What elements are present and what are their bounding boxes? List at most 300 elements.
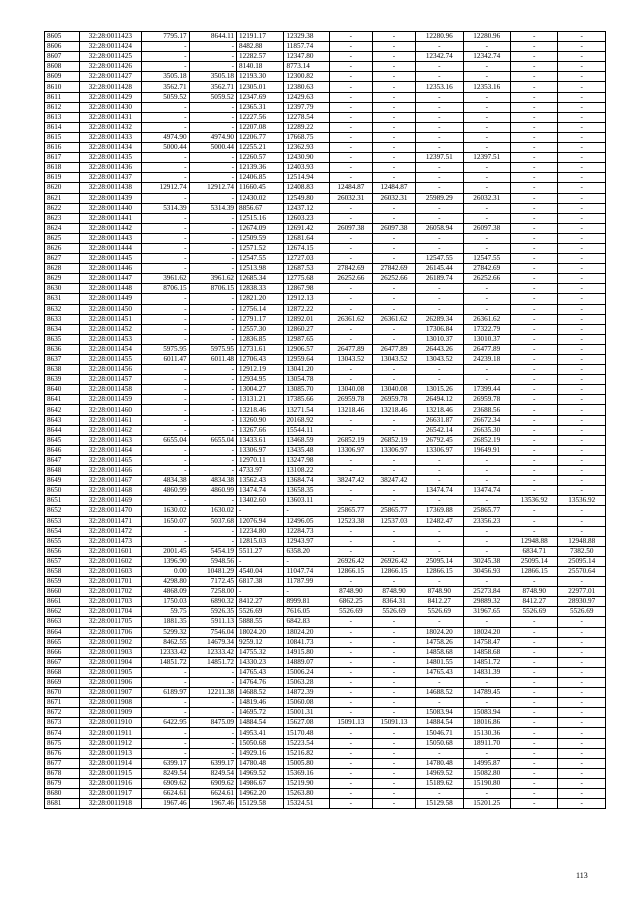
- table-cell: 32:28:0011603: [79, 566, 142, 576]
- table-cell: 8661: [45, 597, 80, 607]
- table-cell: 12076.94: [237, 516, 284, 526]
- table-cell: -: [416, 536, 463, 546]
- table-cell: 6655.04: [142, 435, 189, 445]
- table-cell: -: [558, 486, 606, 496]
- table-cell: -: [329, 728, 372, 738]
- table-cell: 25865.77: [463, 506, 510, 516]
- table-cell: -: [511, 445, 558, 455]
- table-cell: 12333.42: [142, 647, 189, 657]
- table-cell: -: [142, 667, 189, 677]
- table-cell: -: [189, 213, 236, 223]
- table-cell: -: [142, 254, 189, 264]
- table-cell: -: [511, 193, 558, 203]
- table-cell: 26252.66: [463, 274, 510, 284]
- table-cell: -: [558, 405, 606, 415]
- table-cell: 12430.90: [284, 153, 329, 163]
- table-cell: 32:28:0011449: [79, 294, 142, 304]
- table-cell: -: [142, 112, 189, 122]
- table-cell: 12482.47: [416, 516, 463, 526]
- table-cell: -: [558, 143, 606, 153]
- table-cell: -: [142, 365, 189, 375]
- table-row: [45, 657, 606, 667]
- table-cell: 1967.46: [189, 799, 236, 809]
- table-cell: 6011.47: [142, 355, 189, 365]
- table-cell: 32:28:0011451: [79, 314, 142, 324]
- table-cell: 38247.42: [372, 476, 415, 486]
- table-cell: 14851.72: [463, 657, 510, 667]
- table-cell: 7546.04: [189, 627, 236, 637]
- table-row: [45, 304, 606, 314]
- table-cell: 6909.62: [142, 778, 189, 788]
- table-cell: 18024.20: [237, 627, 284, 637]
- table-cell: 13043.52: [329, 355, 372, 365]
- table-cell: 8636: [45, 344, 80, 354]
- table-cell: 8364.31: [372, 597, 415, 607]
- table-cell: 8654: [45, 526, 80, 536]
- table-cell: -: [142, 536, 189, 546]
- table-cell: 8748.90: [329, 587, 372, 597]
- table-cell: 14330.23: [237, 657, 284, 667]
- table-cell: -: [416, 112, 463, 122]
- table-cell: 5059.52: [142, 92, 189, 102]
- table-cell: -: [372, 546, 415, 556]
- table-cell: -: [511, 92, 558, 102]
- table-cell: 8773.14: [284, 62, 329, 72]
- table-cell: 26252.66: [329, 274, 372, 284]
- table-cell: -: [416, 72, 463, 82]
- table-cell: -: [511, 284, 558, 294]
- table-cell: -: [372, 698, 415, 708]
- table-cell: -: [142, 223, 189, 233]
- table-cell: -: [329, 415, 372, 425]
- table-cell: 13085.70: [284, 385, 329, 395]
- table-cell: 32:28:0011446: [79, 264, 142, 274]
- table-cell: 11857.74: [284, 42, 329, 52]
- table-cell: 12912.74: [142, 183, 189, 193]
- table-cell: -: [558, 627, 606, 637]
- table-cell: -: [558, 476, 606, 486]
- table-cell: 13684.74: [284, 476, 329, 486]
- table-cell: -: [511, 52, 558, 62]
- table-cell: -: [558, 294, 606, 304]
- table-cell: -: [416, 526, 463, 536]
- table-cell: -: [372, 375, 415, 385]
- table-cell: 12866.15: [329, 566, 372, 576]
- table-cell: 13247.98: [284, 455, 329, 465]
- table-cell: -: [463, 496, 510, 506]
- table-cell: 20168.92: [284, 415, 329, 425]
- table-cell: 32:28:0011438: [79, 183, 142, 193]
- table-cell: -: [142, 52, 189, 62]
- table-cell: 12987.65: [284, 334, 329, 344]
- table-cell: 32:28:0011435: [79, 153, 142, 163]
- table-cell: 12362.93: [284, 143, 329, 153]
- table-cell: -: [372, 778, 415, 788]
- table-cell: 8639: [45, 375, 80, 385]
- table-cell: -: [463, 213, 510, 223]
- table-cell: 26058.94: [416, 223, 463, 233]
- table-cell: 32:28:0011905: [79, 667, 142, 677]
- table-cell: 32:28:0011423: [79, 32, 142, 42]
- table-cell: 8680: [45, 789, 80, 799]
- table-cell: 32:28:0011447: [79, 274, 142, 284]
- table-cell: 26189.74: [416, 274, 463, 284]
- table-cell: 5526.69: [511, 607, 558, 617]
- table-cell: -: [558, 466, 606, 476]
- table-cell: -: [416, 122, 463, 132]
- table-cell: 12603.23: [284, 213, 329, 223]
- table-body: [45, 32, 606, 809]
- table-cell: 32:28:0011441: [79, 213, 142, 223]
- table-cell: -: [463, 284, 510, 294]
- table-cell: -: [329, 536, 372, 546]
- table-cell: 5526.69: [329, 607, 372, 617]
- table-cell: 12403.93: [284, 163, 329, 173]
- table-cell: -: [372, 647, 415, 657]
- table-cell: 6399.17: [189, 758, 236, 768]
- table-cell: 8666: [45, 647, 80, 657]
- table-cell: -: [511, 516, 558, 526]
- table-cell: 1630.02: [189, 506, 236, 516]
- table-row: [45, 627, 606, 637]
- table-cell: 13603.11: [284, 496, 329, 506]
- table-cell: 23688.56: [463, 405, 510, 415]
- table-cell: 4974.90: [189, 132, 236, 142]
- table-cell: 12139.36: [237, 163, 284, 173]
- table-cell: -: [189, 42, 236, 52]
- table-cell: -: [329, 72, 372, 82]
- table-cell: -: [372, 112, 415, 122]
- table-row: [45, 667, 606, 677]
- table-cell: 12365.31: [237, 102, 284, 112]
- table-cell: 26852.19: [372, 435, 415, 445]
- table-cell: 14889.07: [284, 657, 329, 667]
- table-cell: -: [511, 758, 558, 768]
- table-cell: 12892.01: [284, 314, 329, 324]
- table-cell: -: [463, 183, 510, 193]
- table-cell: -: [511, 526, 558, 536]
- table-cell: -: [329, 738, 372, 748]
- table-cell: 32:28:0011459: [79, 395, 142, 405]
- table-cell: 15324.51: [284, 799, 329, 809]
- table-cell: 14872.39: [284, 688, 329, 698]
- table-cell: -: [558, 375, 606, 385]
- table-row: [45, 607, 606, 617]
- table-cell: 12872.22: [284, 304, 329, 314]
- table-cell: 15050.68: [237, 738, 284, 748]
- table-cell: 14995.87: [463, 758, 510, 768]
- table-row: [45, 213, 606, 223]
- table-cell: -: [463, 476, 510, 486]
- table-row: [45, 365, 606, 375]
- table-cell: 12948.88: [511, 536, 558, 546]
- table-cell: -: [558, 62, 606, 72]
- table-cell: -: [329, 304, 372, 314]
- table-cell: 26959.78: [463, 395, 510, 405]
- table-cell: 12282.57: [237, 52, 284, 62]
- table-cell: -: [372, 536, 415, 546]
- table-cell: -: [189, 536, 236, 546]
- table-cell: 3562.71: [189, 82, 236, 92]
- table-cell: 12547.55: [237, 254, 284, 264]
- table-cell: -: [463, 375, 510, 385]
- table-cell: 14695.72: [237, 708, 284, 718]
- table-cell: 12756.14: [237, 304, 284, 314]
- table-cell: 5000.44: [142, 143, 189, 153]
- table-cell: -: [329, 213, 372, 223]
- table-cell: -: [416, 213, 463, 223]
- table-cell: 8637: [45, 355, 80, 365]
- table-cell: -: [463, 143, 510, 153]
- table-cell: -: [189, 294, 236, 304]
- table-cell: 32:28:0011704: [79, 607, 142, 617]
- table-cell: 14688.52: [416, 688, 463, 698]
- table-row: [45, 82, 606, 92]
- table-cell: 14801.55: [416, 657, 463, 667]
- table-cell: -: [189, 395, 236, 405]
- table-cell: 5526.69: [237, 607, 284, 617]
- table-cell: 8644.11: [189, 32, 236, 42]
- table-cell: 12775.68: [284, 274, 329, 284]
- table-cell: -: [372, 617, 415, 627]
- table-cell: 26032.31: [329, 193, 372, 203]
- table-cell: 8625: [45, 233, 80, 243]
- table-cell: 8627: [45, 254, 80, 264]
- table-row: [45, 516, 606, 526]
- table-row: [45, 496, 606, 506]
- table-cell: 14962.20: [237, 789, 284, 799]
- table-cell: -: [511, 778, 558, 788]
- table-cell: -: [189, 233, 236, 243]
- table-cell: 8706.15: [189, 284, 236, 294]
- table-cell: 12280.96: [416, 32, 463, 42]
- table-cell: 32:28:0011468: [79, 486, 142, 496]
- table-cell: 13402.60: [237, 496, 284, 506]
- table-cell: 14986.67: [237, 778, 284, 788]
- table-cell: 13306.97: [372, 445, 415, 455]
- table-cell: 8634: [45, 324, 80, 334]
- table-cell: 8646: [45, 445, 80, 455]
- table-cell: 25095.14: [416, 556, 463, 566]
- table-cell: -: [329, 758, 372, 768]
- table-cell: -: [416, 748, 463, 758]
- table-cell: 13043.52: [416, 355, 463, 365]
- table-cell: -: [142, 153, 189, 163]
- table-cell: 12408.83: [284, 183, 329, 193]
- table-cell: -: [511, 355, 558, 365]
- table-cell: -: [329, 122, 372, 132]
- table-cell: 12674.15: [284, 243, 329, 253]
- table-cell: -: [463, 678, 510, 688]
- table-cell: 15001.31: [284, 708, 329, 718]
- table-cell: 30456.93: [463, 566, 510, 576]
- table-cell: 12912.13: [284, 294, 329, 304]
- table-cell: 8623: [45, 213, 80, 223]
- table-cell: 14758.47: [463, 637, 510, 647]
- table-cell: 26361.62: [329, 314, 372, 324]
- table-cell: -: [329, 375, 372, 385]
- table-cell: 8475.09: [189, 718, 236, 728]
- table-cell: 32:28:0011431: [79, 112, 142, 122]
- table-cell: 8645: [45, 435, 80, 445]
- table-cell: 8628: [45, 264, 80, 274]
- table-cell: 3505.18: [142, 72, 189, 82]
- table-row: [45, 698, 606, 708]
- table-row: [45, 223, 606, 233]
- table-row: [45, 173, 606, 183]
- table-cell: -: [189, 243, 236, 253]
- table-cell: -: [558, 243, 606, 253]
- table-cell: 8412.27: [416, 597, 463, 607]
- table-cell: -: [329, 92, 372, 102]
- table-cell: -: [189, 708, 236, 718]
- table-cell: 32:28:0011424: [79, 42, 142, 52]
- table-cell: 8657: [45, 556, 80, 566]
- table-cell: -: [416, 62, 463, 72]
- table-cell: -: [558, 355, 606, 365]
- table-cell: -: [329, 455, 372, 465]
- table-cell: 10841.73: [284, 637, 329, 647]
- table-cell: 8611: [45, 92, 80, 102]
- table-cell: -: [237, 506, 284, 516]
- table-row: [45, 72, 606, 82]
- table-cell: -: [558, 324, 606, 334]
- table-cell: 13131.21: [237, 395, 284, 405]
- table-cell: 32:28:0011442: [79, 223, 142, 233]
- table-row: [45, 617, 606, 627]
- table-cell: -: [372, 466, 415, 476]
- table-cell: 4298.80: [142, 577, 189, 587]
- table-cell: 15083.94: [463, 708, 510, 718]
- table-cell: 12342.74: [416, 52, 463, 62]
- table-cell: -: [329, 82, 372, 92]
- table-cell: 32:28:0011903: [79, 647, 142, 657]
- table-cell: -: [189, 365, 236, 375]
- table-cell: 8624: [45, 223, 80, 233]
- table-cell: -: [329, 143, 372, 153]
- table-cell: 14969.52: [237, 768, 284, 778]
- table-cell: 26361.62: [463, 314, 510, 324]
- table-row: [45, 647, 606, 657]
- table-cell: -: [189, 304, 236, 314]
- table-cell: -: [558, 102, 606, 112]
- table-cell: -: [511, 132, 558, 142]
- table-cell: 8640: [45, 385, 80, 395]
- table-row: [45, 587, 606, 597]
- table-cell: 8626: [45, 243, 80, 253]
- table-cell: 12342.74: [463, 52, 510, 62]
- table-row: [45, 405, 606, 415]
- table-cell: 12289.22: [284, 122, 329, 132]
- table-cell: 32:28:0011472: [79, 526, 142, 536]
- table-cell: 32:28:0011703: [79, 597, 142, 607]
- table-cell: 12278.54: [284, 112, 329, 122]
- table-cell: 12948.88: [558, 536, 606, 546]
- table-cell: 32:28:0011464: [79, 445, 142, 455]
- table-cell: -: [511, 476, 558, 486]
- table-cell: 32:28:0011440: [79, 203, 142, 213]
- table-cell: 12509.59: [237, 233, 284, 243]
- table-cell: 32:28:0011448: [79, 284, 142, 294]
- table-cell: -: [511, 183, 558, 193]
- table-cell: -: [372, 143, 415, 153]
- table-row: [45, 395, 606, 405]
- table-cell: 12280.96: [463, 32, 510, 42]
- table-cell: 26443.26: [416, 344, 463, 354]
- table-cell: 8614: [45, 122, 80, 132]
- table-cell: 26959.78: [329, 395, 372, 405]
- table-cell: -: [558, 647, 606, 657]
- table-cell: 14831.39: [463, 667, 510, 677]
- table-cell: 12934.95: [237, 375, 284, 385]
- table-cell: -: [189, 415, 236, 425]
- table-cell: 12549.80: [284, 193, 329, 203]
- table-cell: 32:28:0011458: [79, 385, 142, 395]
- table-cell: -: [558, 738, 606, 748]
- table-cell: -: [142, 738, 189, 748]
- table-cell: -: [558, 132, 606, 142]
- table-cell: -: [372, 577, 415, 587]
- table-cell: -: [558, 163, 606, 173]
- table-cell: -: [416, 577, 463, 587]
- table-cell: 8664: [45, 627, 80, 637]
- table-cell: -: [558, 72, 606, 82]
- table-cell: 17399.44: [463, 385, 510, 395]
- table-cell: 31967.65: [463, 607, 510, 617]
- table-row: [45, 324, 606, 334]
- table-cell: -: [463, 748, 510, 758]
- table-cell: 8679: [45, 778, 80, 788]
- table-cell: 12912.19: [237, 365, 284, 375]
- table-cell: 14884.54: [416, 718, 463, 728]
- table-cell: 13435.48: [284, 445, 329, 455]
- table-cell: -: [189, 163, 236, 173]
- table-cell: 8613: [45, 112, 80, 122]
- table-cell: 32:28:0011457: [79, 375, 142, 385]
- table-cell: -: [558, 304, 606, 314]
- table-cell: 32:28:0011469: [79, 496, 142, 506]
- table-cell: 8706.15: [142, 284, 189, 294]
- table-row: [45, 153, 606, 163]
- table-row: [45, 254, 606, 264]
- table-cell: -: [372, 758, 415, 768]
- table-cell: -: [558, 153, 606, 163]
- table-row: [45, 435, 606, 445]
- table-cell: 38247.42: [329, 476, 372, 486]
- table-cell: -: [511, 163, 558, 173]
- table-row: [45, 566, 606, 576]
- table-cell: 1396.90: [142, 556, 189, 566]
- table-cell: -: [511, 254, 558, 264]
- table-cell: -: [511, 506, 558, 516]
- table-row: [45, 385, 606, 395]
- table-cell: -: [463, 72, 510, 82]
- table-cell: 12429.63: [284, 92, 329, 102]
- table-cell: 11047.74: [284, 566, 329, 576]
- table-cell: 8632: [45, 304, 80, 314]
- table-cell: 8672: [45, 708, 80, 718]
- table-cell: 14969.52: [416, 768, 463, 778]
- table-row: [45, 284, 606, 294]
- table-cell: 32:28:0011452: [79, 324, 142, 334]
- table-cell: -: [511, 577, 558, 587]
- table-cell: -: [329, 52, 372, 62]
- table-cell: 32:28:0011470: [79, 506, 142, 516]
- table-cell: 32:28:0011473: [79, 536, 142, 546]
- table-cell: -: [463, 617, 510, 627]
- table-cell: 8622: [45, 203, 80, 213]
- table-cell: 26097.38: [329, 223, 372, 233]
